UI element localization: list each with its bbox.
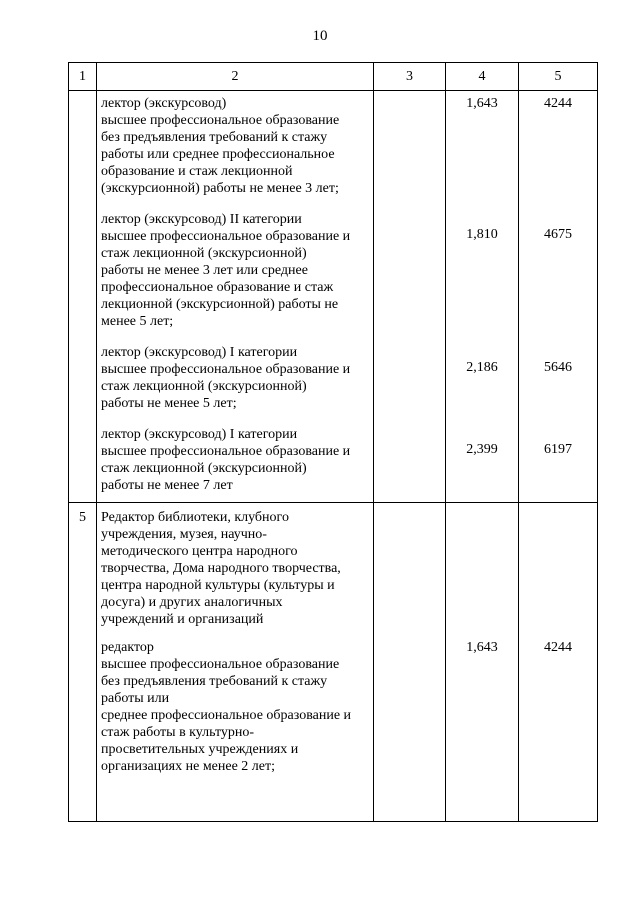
position-description-cell — [97, 91, 374, 503]
text-line: стаж лекционной (экскурсионной) — [101, 379, 307, 394]
row-number: 5 — [69, 503, 97, 822]
text-line: менее 5 лет; — [101, 314, 174, 329]
salary-value: 5646 — [544, 360, 572, 375]
coefficient-cell — [446, 91, 519, 503]
text-line: организациях не менее 2 лет; — [101, 759, 276, 774]
header-cell-1: 1 — [69, 63, 97, 91]
header-cell-3: 3 — [374, 63, 446, 91]
text-line: работы не менее 3 лет или среднее — [101, 263, 308, 278]
text-line: работы не менее 5 лет; — [101, 396, 237, 411]
text-line: учреждений и организаций — [101, 612, 264, 627]
salary-value: 4675 — [544, 227, 572, 242]
table-row — [69, 91, 598, 503]
text-line: высшее профессиональное образование и — [101, 362, 351, 377]
coefficient-value: 1,643 — [466, 96, 498, 111]
salary-value: 4244 — [544, 640, 572, 655]
text-line: лектор (экскурсовод) I категории — [101, 427, 298, 442]
text-line: просветительных учреждениях и — [101, 742, 299, 757]
text-line: лектор (экскурсовод) I категории — [101, 345, 298, 360]
text-line: редактор — [101, 640, 154, 655]
section-title — [101, 509, 370, 628]
position-entry — [101, 344, 370, 412]
text-line: работы не менее 7 лет — [101, 478, 233, 493]
salary-value: 4244 — [544, 96, 572, 111]
row-number — [69, 91, 97, 503]
text-line: высшее профессиональное образование и — [101, 444, 351, 459]
text-line: работы или среднее профессиональное — [101, 147, 335, 162]
position-entry — [101, 95, 370, 197]
text-line: творчества, Дома народного творчества, — [101, 561, 341, 576]
text-line: лектор (экскурсовод) II категории — [101, 212, 302, 227]
salary-cell — [519, 91, 598, 503]
text-line: центра народной культуры (культуры и — [101, 578, 335, 593]
header-cell-4: 4 — [446, 63, 519, 91]
page-number: 10 — [312, 28, 328, 44]
text-line: методического центра народного — [101, 544, 298, 559]
text-line: стаж работы в культурно- — [101, 725, 255, 740]
coefficient-value: 1,643 — [466, 640, 498, 655]
empty-cell — [374, 91, 446, 503]
coefficient-value: 2,399 — [466, 442, 498, 457]
text-line: досуга) и других аналогичных — [101, 595, 283, 610]
empty-cell — [374, 503, 446, 822]
coefficient-cell — [446, 503, 519, 822]
coefficient-value: 1,810 — [466, 227, 498, 242]
header-cell-5: 5 — [519, 63, 598, 91]
text-line: образование и стаж лекционной — [101, 164, 293, 179]
salary-value: 6197 — [544, 442, 572, 457]
text-line: лектор (экскурсовод) — [101, 96, 227, 111]
text-line: лекционной (экскурсионной) работы не — [101, 297, 339, 312]
text-line: высшее профессиональное образование — [101, 657, 340, 672]
table-header-row — [69, 63, 598, 91]
text-line: высшее профессиональное образование и — [101, 229, 351, 244]
text-line: стаж лекционной (экскурсионной) — [101, 246, 307, 261]
table-row — [69, 503, 598, 822]
salary-table — [68, 62, 598, 822]
salary-cell — [519, 503, 598, 822]
text-line: без предъявления требований к стажу — [101, 130, 328, 145]
position-entry — [101, 426, 370, 494]
text-line: профессиональное образование и стаж — [101, 280, 334, 295]
text-line: Редактор библиотеки, клубного — [101, 510, 289, 525]
text-line: высшее профессиональное образование — [101, 113, 340, 128]
text-line: среднее профессиональное образование и — [101, 708, 352, 723]
position-entry — [101, 639, 370, 775]
coefficient-value: 2,186 — [466, 360, 498, 375]
text-line: учреждения, музея, научно- — [101, 527, 267, 542]
text-line: работы или — [101, 691, 170, 706]
header-cell-2: 2 — [97, 63, 374, 91]
text-line: без предъявления требований к стажу — [101, 674, 328, 689]
text-line: стаж лекционной (экскурсионной) — [101, 461, 307, 476]
position-entry — [101, 211, 370, 330]
position-description-cell — [97, 503, 374, 822]
text-line: (экскурсионной) работы не менее 3 лет; — [101, 181, 339, 196]
